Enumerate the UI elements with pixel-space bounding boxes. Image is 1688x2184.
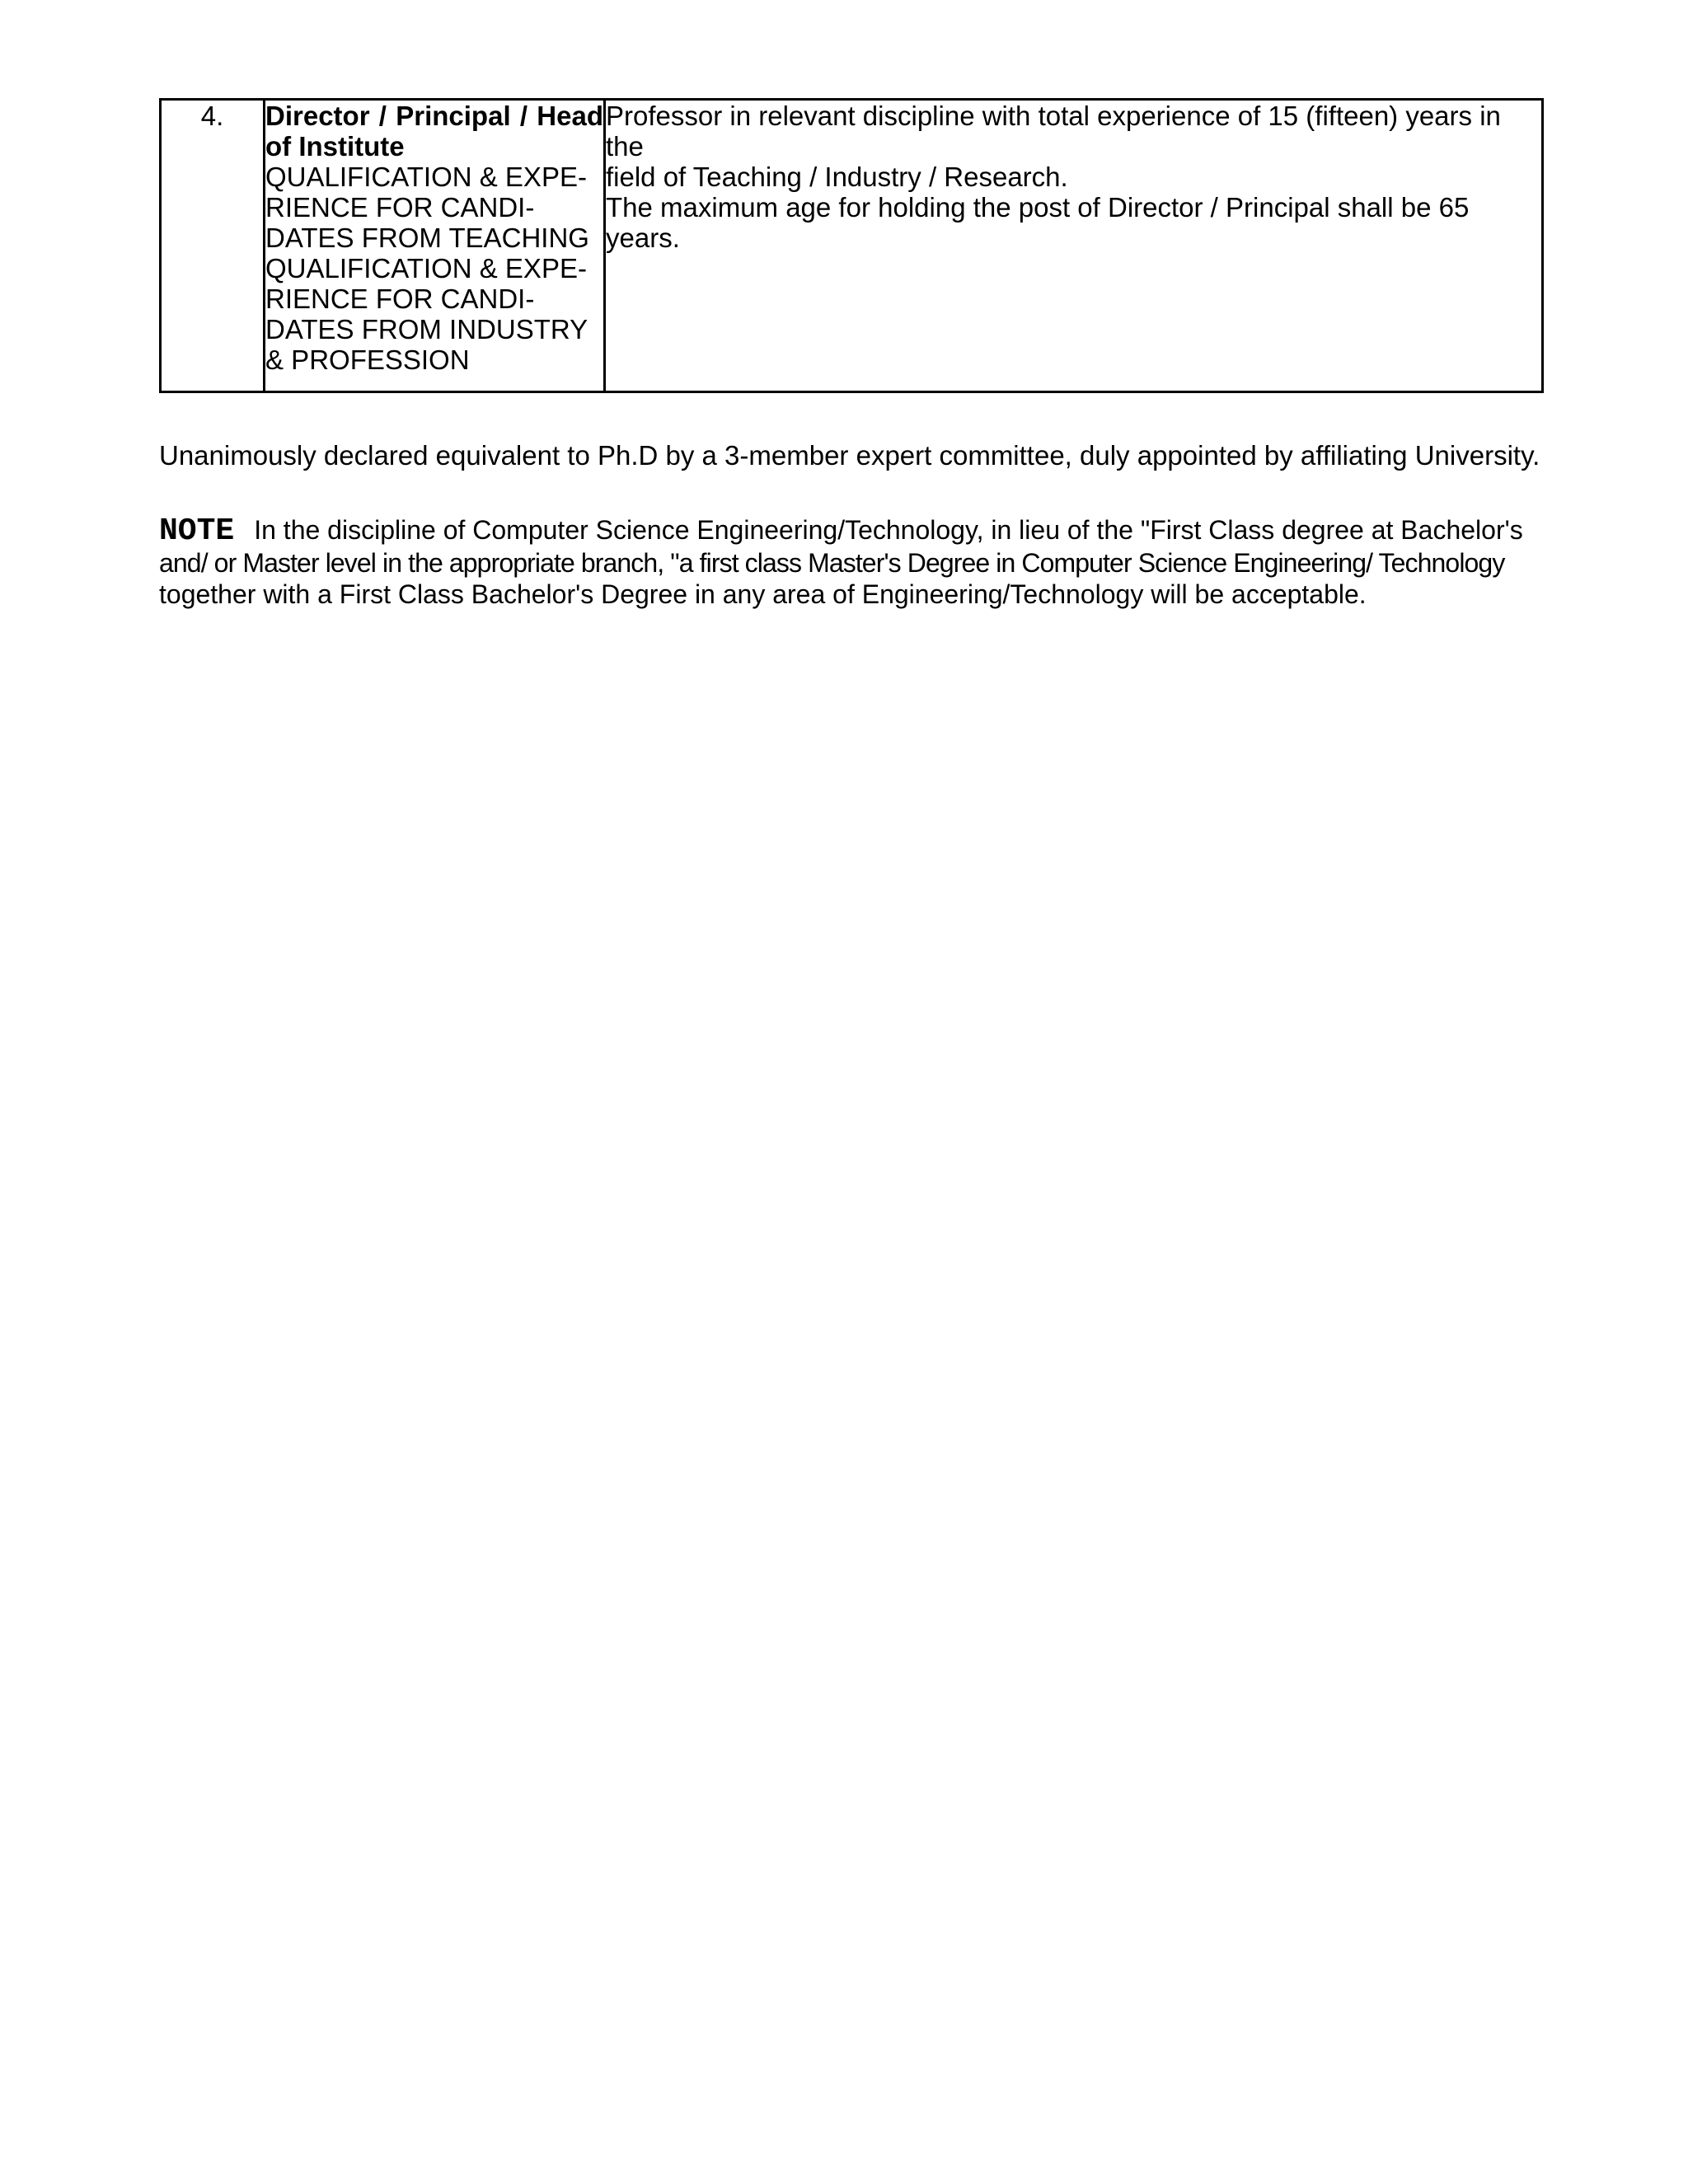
post-sub-line: RIENCE FOR CANDI- xyxy=(265,192,535,223)
note-line-3: together with a First Class Bachelor's Degree in any area of Engineering/Technology will be acceptable. xyxy=(159,579,1367,609)
qualification-table xyxy=(159,98,1544,393)
serial-number-cell xyxy=(161,100,265,392)
post-sub-line: RIENCE FOR CANDI- xyxy=(265,284,535,314)
requirement-line: years. xyxy=(606,223,680,253)
note-text: In the discipline of Computer Science Engineering/Technology, in lieu of the "First Class degree at Bachelor's xyxy=(254,515,1523,545)
equivalence-statement: Unanimously declared equivalent to Ph.D by a 3-member expert committee, duly appointed by affiliating University. xyxy=(159,440,1540,471)
requirement-cell xyxy=(605,100,1543,392)
note-block xyxy=(159,514,1552,610)
post-sub-line: & PROFESSION xyxy=(265,344,470,375)
requirement-line: The maximum age for holding the post of Director / Principal shall be 65 xyxy=(606,192,1470,223)
post-sub-line: QUALIFICATION & EXPE- xyxy=(265,162,587,192)
table-row xyxy=(161,100,1543,392)
post-cell xyxy=(265,100,605,392)
note-label: NOTE xyxy=(159,513,235,549)
post-sub-line: QUALIFICATION & EXPE- xyxy=(265,253,587,284)
post-title: Director / Principal / Head of Institute xyxy=(265,101,603,162)
note-line-1 xyxy=(159,514,1552,547)
serial-number: 4. xyxy=(200,101,224,131)
note-line-2: and/ or Master level in the appropriate branch, "a first class Master's Degree in Computer Science Engineering/ Technology xyxy=(159,548,1505,578)
requirement-line: field of Teaching / Industry / Research. xyxy=(606,162,1068,192)
requirement-line: Professor in relevant discipline with total experience of 15 (fifteen) years in the xyxy=(606,101,1501,162)
post-sub-line: DATES FROM TEACHING xyxy=(265,223,589,253)
post-sub-line: DATES FROM INDUSTRY xyxy=(265,314,588,344)
